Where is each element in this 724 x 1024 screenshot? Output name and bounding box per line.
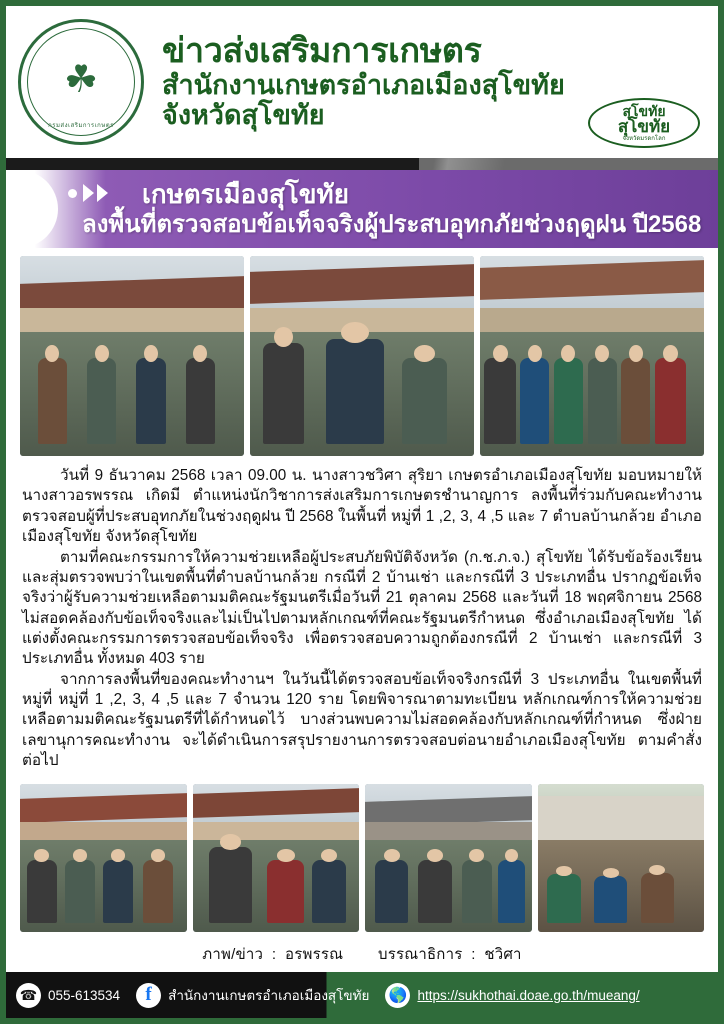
article-body <box>6 462 718 778</box>
photo-news-value: อรพรรณ <box>285 946 344 963</box>
province-logo-line3: จังหวัดมรดกโลก <box>622 136 666 143</box>
phone-icon: ☎ <box>16 983 41 1008</box>
footer-facebook-group[interactable] <box>136 983 369 1008</box>
province-logo-line2: สุโขทัย <box>617 117 671 137</box>
seal-emblem-icon: ☘ <box>63 59 99 101</box>
photo-officer-checking-data <box>193 784 360 932</box>
province-logo-line1: สุโขทัย <box>622 102 666 119</box>
photo-committee-group <box>480 256 704 456</box>
footer-website-group[interactable] <box>385 983 639 1008</box>
footer-phone-group <box>16 983 120 1008</box>
page-subtitle-province: จังหวัดสุโขทัย <box>162 100 325 131</box>
page-title: ข่าวส่งเสริมการเกษตร <box>162 32 482 71</box>
poster-footer <box>6 972 718 1018</box>
photo-row-top <box>6 248 718 462</box>
credit-colon-1: : <box>267 946 281 963</box>
article-paragraph: จากการลงพื้นที่ของคณะทำงานฯ ในวันนี้ได้ตรวจสอบข้อเท็จจริงกรณีที่ 3 ประเภทอื่น ในเขตพื้นที่หมู่ที่ หมู่ที่ 1 ,2, 3, 4 ,5 และ 7 จำนวน 120 ราย โดยพิจารณาตามทะเบียน หลักเกณฑ์การให้ความช่วยเหลือตามมติคณะรัฐมนตรีที่ได้กำหนดไว้ บางส่วนพบความไม่สอดคล้องกับหลักเกณฑ์ที่กำหนด ซึ่งฝ่ายเลขานุการคณะทำงาน จะได้ดำเนินการสรุปรายงานการตรวจสอบต่อนายอำเภอเมืองสุโขทัย ตามคำสั่ง ต่อไป <box>22 671 702 769</box>
editor-label: บรรณาธิการ <box>377 946 463 963</box>
photo-row-bottom <box>6 778 718 940</box>
seal-caption: กรมส่งเสริมการเกษตร <box>48 123 114 129</box>
globe-icon[interactable]: 🌎 <box>385 983 410 1008</box>
photo-interview-front-house <box>20 256 244 456</box>
article-paragraph: ตามที่คณะกรรมการให้ความช่วยเหลือผู้ประสบภัยพิบัติจังหวัด (ก.ช.ภ.จ.) สุโขทัย ได้รับข้อร้องเรียนและสุ่มตรวจพบว่าในเขตพื้นที่ตำบลบ้านกล้วย กรณีที่ 2 บ้านเช่า และกรณีที่ 3 ประเภทอื่น ปรากฏข้อเท็จจริงว่าผู้รับความช่วยเหลือตามมติคณะรัฐมนตรีเมื่อวันที่ 21 ตุลาคม 2568 และวันที่ 18 พฤศจิกายน 2568 ไม่สอดคล้องกับข้อเท็จจริงและไม่เป็นไปตามหลักเกณฑ์ที่คณะรัฐมนตรีกำหนด ซึ่งอำเภอเมืองสุโขทัย ได้แต่งตั้งคณะกรรมการตรวจสอบข้อเท็จจริง เพื่อตรวจสอบความถูกต้องกรณีที่ 2 บ้านเช่า และกรณีที่ 3 ประเภทอื่น ทั้งหมด 403 ราย <box>22 548 702 667</box>
province-logo <box>584 96 704 150</box>
photo-rented-house-inspection <box>365 784 532 932</box>
credit-colon-2: : <box>466 946 480 963</box>
headline-banner <box>6 170 718 248</box>
footer-facebook-name: สำนักงานเกษตรอำเภอเมืองสุโขทัย <box>168 988 370 1003</box>
page-subtitle-office: สำนักงานเกษตรอำเภอเมืองสุโขทัย <box>162 70 565 101</box>
article-paragraph: วันที่ 9 ธันวาคม 2568 เวลา 09.00 น. นางสาวชวิศา สุริยา เกษตรอำเภอเมืองสุโขทัย มอบหมายให้นางสาวอรพรรณ เกิดมี ตำแหน่งนักวิชาการส่งเสริมการเกษตรชำนาญการ ลงพื้นที่ร่วมกับคณะทำงานตรวจสอบผู้ที่ประสบอุทกภัยในช่วงฤดูฝน ปี 2568 ในพื้นที่ หมู่ที่ 1 ,2, 3, 4 ,5 และ 7 ตำบลบ้านกล้วย อำเภอเมืองสุโขทัย จังหวัดสุโขทัย <box>22 467 702 545</box>
photo-news-label: ภาพ/ข่าว <box>202 946 264 963</box>
editor-value: ชวิศา <box>484 946 522 963</box>
footer-website-url[interactable]: https://sukhothai.doae.go.th/mueang/ <box>417 987 640 1003</box>
facebook-icon[interactable]: f <box>136 983 161 1008</box>
headline-line1: เกษตรเมืองสุโขทัย <box>142 179 349 209</box>
poster-header <box>6 6 718 158</box>
credit-line <box>6 940 718 974</box>
arrow-bullet-icon <box>68 184 108 202</box>
photo-team-talking-resident <box>20 784 187 932</box>
header-logo <box>6 7 156 157</box>
header-divider-stripe <box>6 158 718 170</box>
footer-phone-number: 055-613534 <box>48 987 121 1003</box>
headline-line2: ลงพื้นที่ตรวจสอบข้อเท็จจริงผู้ประสบอุทกภัยช่วงฤดูฝน ปี2568 <box>82 210 702 238</box>
department-seal-icon <box>18 19 144 145</box>
photo-officer-recording-data <box>250 256 474 456</box>
photo-meeting-under-shade <box>538 784 705 932</box>
